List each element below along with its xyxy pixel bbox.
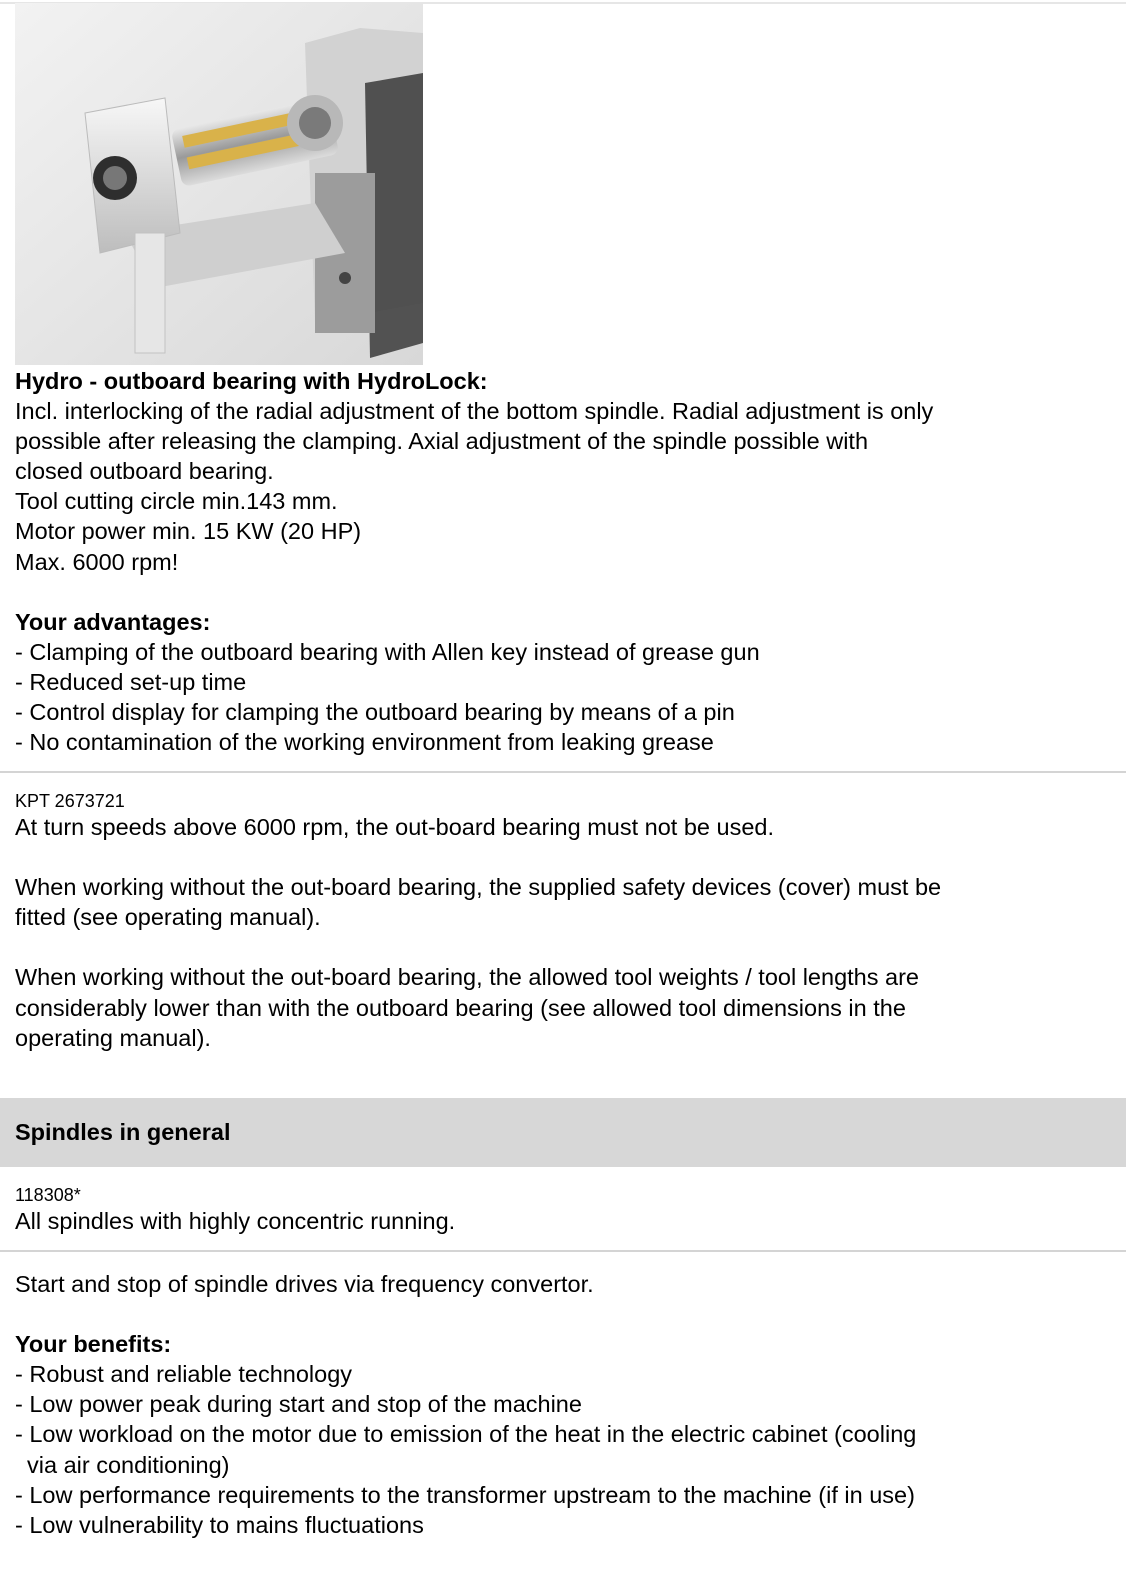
note-paragraph: operating manual). <box>15 1024 211 1051</box>
benefit-item: - Low power peak during start and stop of the machine <box>15 1391 582 1418</box>
section-header <box>0 1098 1126 1167</box>
benefit-item: via air conditioning) <box>27 1451 230 1478</box>
divider <box>0 1250 1126 1252</box>
benefits-heading: Your benefits: <box>15 1331 172 1358</box>
note-paragraph: At turn speeds above 6000 rpm, the out-board bearing must not be used. <box>15 814 775 840</box>
outboard-bearing-photo <box>15 3 423 365</box>
description-line: possible after releasing the clamping. Axial adjustment of the spindle possible with <box>15 428 869 455</box>
advantage-item: - Reduced set-up time <box>15 668 247 695</box>
spindles-note <box>15 1184 1105 1236</box>
spindle-drives-description <box>15 1269 1105 1540</box>
note-paragraph: fitted (see operating manual). <box>15 904 321 931</box>
benefit-item: - Robust and reliable technology <box>15 1361 353 1388</box>
tool-cutting-circle: Tool cutting circle min.143 mm. <box>15 488 338 515</box>
advantages-heading: Your advantages: <box>15 608 211 635</box>
kpt-note <box>15 790 1105 1053</box>
advantage-item: - No contamination of the working environment from leaking grease <box>15 729 714 756</box>
benefit-item: - Low workload on the motor due to emission of the heat in the electric cabinet (cooling <box>15 1421 917 1448</box>
max-rpm: Max. 6000 rpm! <box>15 548 179 575</box>
benefit-item: - Low performance requirements to the transformer upstream to the machine (if in use) <box>15 1481 915 1508</box>
benefit-item: - Low vulnerability to mains fluctuations <box>15 1511 424 1538</box>
advantage-item: - Clamping of the outboard bearing with Allen key instead of grease gun <box>15 638 760 665</box>
hydro-lock-description <box>15 366 1105 757</box>
note-paragraph: When working without the out-board bearing, the supplied safety devices (cover) must be <box>15 874 942 901</box>
description-line: closed outboard bearing. <box>15 458 274 485</box>
article-code: 118308* <box>15 1185 81 1205</box>
divider <box>0 771 1126 773</box>
article-code: KPT 2673721 <box>15 791 125 811</box>
note-paragraph: When working without the out-board bearing, the allowed tool weights / tool lengths are <box>15 964 919 991</box>
description-line: Incl. interlocking of the radial adjustment of the bottom spindle. Radial adjustment is only <box>15 398 934 425</box>
note-paragraph: considerably lower than with the outboard bearing (see allowed tool dimensions in the <box>15 994 906 1021</box>
advantage-item: - Control display for clamping the outboard bearing by means of a pin <box>15 699 735 726</box>
section-title: Spindles in general <box>15 1119 231 1145</box>
motor-power: Motor power min. 15 KW (20 HP) <box>15 518 362 545</box>
hydro-lock-title: Hydro - outboard bearing with HydroLock: <box>15 368 488 394</box>
spindles-text: All spindles with highly concentric running. <box>15 1208 456 1234</box>
drives-text: Start and stop of spindle drives via frequency convertor. <box>15 1271 594 1297</box>
